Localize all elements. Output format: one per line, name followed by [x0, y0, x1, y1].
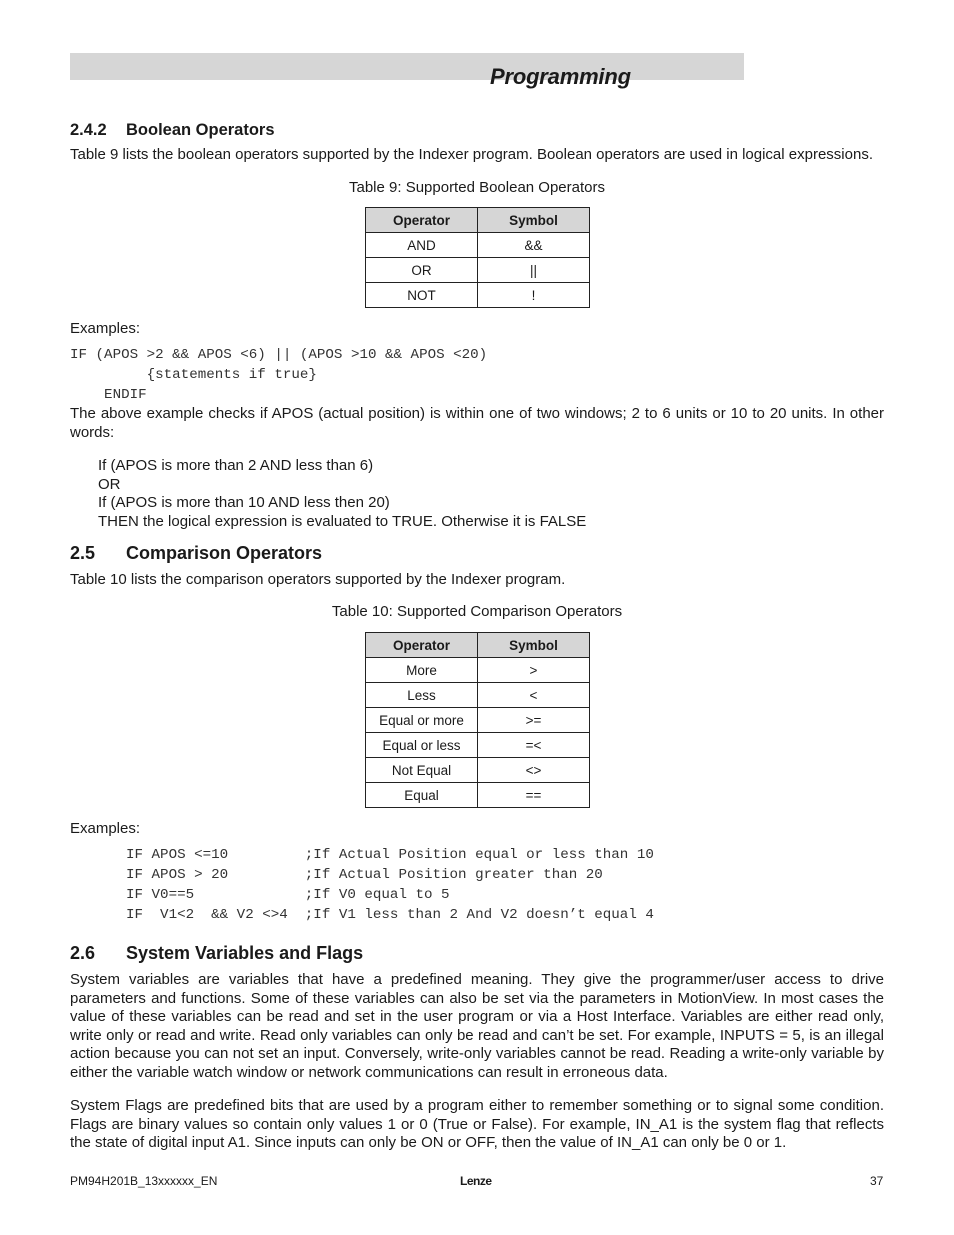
code-line: ENDIF — [70, 387, 147, 403]
table-header-row — [366, 208, 590, 233]
code-line: IF APOS > 20 ;If Actual Position greater than 20 — [126, 867, 603, 883]
comparison-intro: Table 10 lists the comparison operators supported by the Indexer program. — [70, 571, 566, 588]
logic-line: OR — [98, 475, 121, 493]
table-cell: More — [366, 658, 478, 683]
table-cell: OR — [366, 258, 478, 283]
table-cell: == — [478, 783, 590, 808]
page-title: Programming — [490, 64, 631, 89]
table-cell: AND — [366, 233, 478, 258]
section-heading-2-6 — [70, 943, 363, 964]
table-cell: > — [478, 658, 590, 683]
column-header-symbol: Symbol — [478, 633, 590, 658]
table-row — [366, 683, 590, 708]
table-cell: && — [478, 233, 590, 258]
table-cell: Equal — [366, 783, 478, 808]
table-10-caption: Table 10: Supported Comparison Operators — [331, 603, 623, 620]
logic-line: If (APOS is more than 10 AND less then 20) — [98, 494, 390, 511]
table-row — [366, 258, 590, 283]
section-title: Comparison Operators — [126, 543, 323, 563]
table-cell: || — [478, 258, 590, 283]
examples-label: Examples: — [70, 320, 141, 337]
table-cell: Equal or more — [366, 708, 478, 733]
code-block-comparison — [126, 845, 654, 925]
table-row — [366, 758, 590, 783]
column-header-operator: Operator — [366, 633, 478, 658]
code-block-boolean — [70, 345, 487, 405]
table-cell: =< — [478, 733, 590, 758]
page-number: 37 — [870, 1174, 884, 1188]
table-cell: Not Equal — [366, 758, 478, 783]
logic-line: If (APOS is more than 2 AND less than 6) — [98, 457, 374, 474]
footer-doc-id: PM94H201B_13xxxxxx_EN — [70, 1174, 218, 1188]
table-cell: Less — [366, 683, 478, 708]
code-line: IF (APOS >2 && APOS <6) || (APOS >10 && APOS <20) — [70, 347, 488, 363]
table-row — [366, 783, 590, 808]
section-number: 2.4.2 — [70, 121, 107, 139]
column-header-symbol: Symbol — [478, 208, 590, 233]
section-title: System Variables and Flags — [126, 943, 364, 963]
column-header-operator: Operator — [366, 208, 478, 233]
comparison-operators-table — [365, 632, 590, 808]
table-cell: NOT — [366, 283, 478, 308]
lenze-logo: Lenze — [460, 1174, 492, 1188]
table-cell: ! — [478, 283, 590, 308]
table-cell: <> — [478, 758, 590, 783]
logic-list — [98, 457, 586, 531]
code-line: IF V0==5 ;If V0 equal to 5 — [126, 887, 450, 903]
boolean-operators-table — [365, 207, 590, 308]
table-header-row — [366, 633, 590, 658]
system-variables-paragraph: System variables are variables that have a predefined meaning. They give the programmer/user access to drive parameters and functions. Some of these variables can also be set via the parameters in MotionView. In most cases the value of these variables can be read and set in the user program or via a Host Interface. Variables are either read only, write only or read and write. Read only variables can only be read and can’t be set. For example, INPUTS = 5, is an illegal action because you can not set an input. Conversely, write-only variables cannot be read. Reading a write-only variable by either the variable watch window or network communications can result in erroneous data. — [70, 971, 884, 1081]
table-row — [366, 233, 590, 258]
section-title: Boolean Operators — [126, 121, 275, 139]
table-row — [366, 733, 590, 758]
code-line: IF APOS <=10 ;If Actual Position equal or less than 10 — [126, 847, 654, 863]
system-flags-paragraph: System Flags are predefined bits that are used by a program either to remember something or to signal some condition. Flags are binary values so contain only values 1 or 0 (True or False). For example, IN_A1 is the system flag that reflects the state of digital input A1. Since inputs can only be ON or OFF, then the value of IN_A1 can only be 0 or 1. — [70, 1097, 884, 1151]
boolean-intro: Table 9 lists the boolean operators supported by the Indexer program. Boolean operators are used in logical expressions. — [70, 146, 873, 163]
code-line: IF V1<2 && V2 <>4 ;If V1 less than 2 And V2 doesn’t equal 4 — [126, 907, 654, 923]
header-bar — [70, 53, 744, 80]
code-line: {statements if true} — [70, 367, 317, 383]
table-row — [366, 708, 590, 733]
table-cell: < — [478, 683, 590, 708]
section-number: 2.6 — [70, 943, 96, 963]
table-row — [366, 283, 590, 308]
table-cell: >= — [478, 708, 590, 733]
table-9-caption: Table 9: Supported Boolean Operators — [348, 179, 605, 196]
section-number: 2.5 — [70, 543, 96, 563]
boolean-explanation: The above example checks if APOS (actual position) is within one of two windows; 2 to 6 units or 10 to 20 units. In other words: — [70, 405, 884, 441]
examples-label: Examples: — [70, 820, 141, 837]
section-heading-2-4-2 — [70, 121, 275, 140]
table-row — [366, 658, 590, 683]
section-heading-2-5 — [70, 543, 322, 564]
table-cell: Equal or less — [366, 733, 478, 758]
logic-line: THEN the logical expression is evaluated to TRUE. Otherwise it is FALSE — [98, 512, 587, 530]
